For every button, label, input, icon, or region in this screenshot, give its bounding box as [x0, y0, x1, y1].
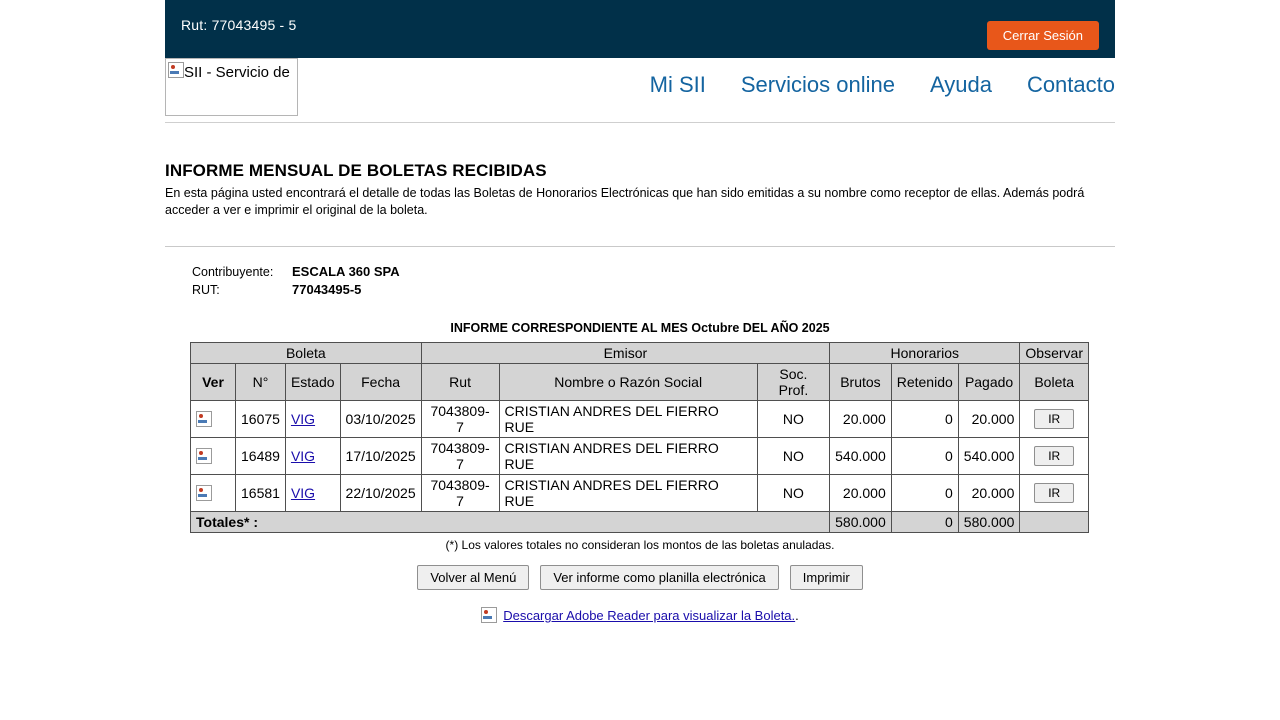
table-totals-row	[191, 512, 1089, 533]
table-footnote: (*) Los valores totales no consideran los montos de las boletas anuladas.	[445, 538, 835, 552]
page-intro-text: En esta página usted encontrará el detalle de todas las Boletas de Honorarios Electrónicas que han sido emitidas a su nombre como receptor de ellas. Además podrá acceder a ver e imprimir el original de la boleta.	[165, 186, 1085, 217]
row-view-icon-cell[interactable]	[191, 475, 236, 512]
print-button[interactable]: Imprimir	[790, 565, 863, 590]
main-content	[165, 123, 1115, 623]
row-pagado: 540.000	[958, 438, 1020, 475]
row-soc-prof: NO	[757, 438, 829, 475]
adobe-reader-section	[165, 607, 1115, 623]
row-ir-button[interactable]: IR	[1034, 409, 1074, 429]
column-header-ver: Ver	[191, 364, 236, 401]
row-brutos: 540.000	[830, 438, 892, 475]
row-retenido: 0	[891, 475, 958, 512]
taxpayer-rut-label: RUT:	[192, 283, 220, 297]
row-brutos: 20.000	[830, 401, 892, 438]
row-ir-button[interactable]: IR	[1034, 483, 1074, 503]
taxpayer-rut-row	[192, 281, 1115, 299]
row-soc-prof: NO	[757, 401, 829, 438]
row-retenido: 0	[891, 401, 958, 438]
nav-links	[650, 72, 1115, 98]
view-spreadsheet-button[interactable]: Ver informe como planilla electrónica	[540, 565, 778, 590]
table-header-row	[191, 364, 1089, 401]
top-bar	[165, 0, 1115, 58]
table-group-header-row	[191, 343, 1089, 364]
taxpayer-value: ESCALA 360 SPA	[292, 264, 400, 279]
taxpayer-rut-value: 77043495-5	[292, 282, 362, 297]
row-boleta-cell	[1020, 438, 1089, 475]
totals-label: Totales* :	[191, 512, 830, 533]
row-pagado: 20.000	[958, 475, 1020, 512]
taxpayer-row	[192, 263, 1115, 281]
row-numero: 16489	[236, 438, 286, 475]
adobe-reader-link[interactable]: Descargar Adobe Reader para visualizar la Boleta.	[503, 608, 796, 623]
table-row	[191, 475, 1089, 512]
sii-logo[interactable]	[165, 58, 298, 116]
row-boleta-cell	[1020, 401, 1089, 438]
table-row	[191, 438, 1089, 475]
adobe-trailing-text: .	[795, 608, 799, 623]
nav-item-servicios-online[interactable]: Servicios online	[740, 72, 895, 97]
group-header-boleta: Boleta	[191, 343, 422, 364]
group-header-observar: Observar	[1020, 343, 1089, 364]
document-image-icon	[196, 411, 212, 427]
action-buttons	[165, 565, 1115, 590]
row-ir-button[interactable]: IR	[1034, 446, 1074, 466]
totals-brutos: 580.000	[830, 512, 892, 533]
totals-pagado: 580.000	[958, 512, 1020, 533]
row-estado-link[interactable]: VIG	[290, 411, 316, 427]
table-row	[191, 401, 1089, 438]
boletas-table	[190, 342, 1089, 533]
totals-retenido: 0	[891, 512, 958, 533]
row-rut: 7043809-7	[421, 475, 499, 512]
row-estado-link[interactable]: VIG	[290, 485, 316, 501]
taxpayer-info	[165, 263, 1115, 299]
group-header-emisor: Emisor	[421, 343, 830, 364]
row-nombre: CRISTIAN ANDRES DEL FIERRO RUE	[499, 438, 757, 475]
sii-logo-alt-text: SII - Servicio de	[184, 64, 290, 81]
column-header-numero: N°	[236, 364, 286, 401]
row-estado-cell	[285, 475, 340, 512]
report-period-title: INFORME CORRESPONDIENTE AL MES Octubre DEL AÑO 2025	[450, 321, 830, 335]
row-numero: 16581	[236, 475, 286, 512]
column-header-estado: Estado	[285, 364, 340, 401]
page-wrapper	[165, 0, 1115, 623]
row-view-icon-cell[interactable]	[191, 438, 236, 475]
row-numero: 16075	[236, 401, 286, 438]
session-rut-label: Rut: 77043495 - 5	[181, 17, 297, 33]
column-header-boleta: Boleta	[1020, 364, 1089, 401]
row-rut: 7043809-7	[421, 438, 499, 475]
row-nombre: CRISTIAN ANDRES DEL FIERRO RUE	[499, 401, 757, 438]
back-to-menu-button[interactable]: Volver al Menú	[417, 565, 529, 590]
column-header-rut: Rut	[421, 364, 499, 401]
row-estado-link[interactable]: VIG	[290, 448, 316, 464]
row-rut: 7043809-7	[421, 401, 499, 438]
column-header-retenido: Retenido	[891, 364, 958, 401]
nav-item-mi-sii[interactable]: Mi SII	[649, 72, 706, 97]
main-navbar	[165, 58, 1115, 123]
group-header-honorarios: Honorarios	[830, 343, 1020, 364]
column-header-brutos: Brutos	[830, 364, 892, 401]
row-fecha: 17/10/2025	[340, 438, 421, 475]
row-fecha: 22/10/2025	[340, 475, 421, 512]
row-estado-cell	[285, 438, 340, 475]
adobe-reader-icon	[481, 607, 497, 623]
totals-empty-cell	[1020, 512, 1089, 533]
row-view-icon-cell[interactable]	[191, 401, 236, 438]
nav-item-ayuda[interactable]: Ayuda	[929, 72, 992, 97]
page-title: INFORME MENSUAL DE BOLETAS RECIBIDAS	[165, 161, 547, 180]
document-image-icon	[196, 485, 212, 501]
row-retenido: 0	[891, 438, 958, 475]
row-estado-cell	[285, 401, 340, 438]
row-brutos: 20.000	[830, 475, 892, 512]
row-boleta-cell	[1020, 475, 1089, 512]
taxpayer-label: Contribuyente:	[192, 265, 274, 279]
row-pagado: 20.000	[958, 401, 1020, 438]
logout-button[interactable]: Cerrar Sesión	[987, 21, 1099, 50]
row-nombre: CRISTIAN ANDRES DEL FIERRO RUE	[499, 475, 757, 512]
row-fecha: 03/10/2025	[340, 401, 421, 438]
nav-item-contacto[interactable]: Contacto	[1026, 72, 1115, 97]
broken-image-icon	[168, 62, 184, 78]
column-header-fecha: Fecha	[340, 364, 421, 401]
column-header-pagado: Pagado	[958, 364, 1020, 401]
column-header-soc-prof: Soc. Prof.	[757, 364, 829, 401]
column-header-nombre: Nombre o Razón Social	[499, 364, 757, 401]
row-soc-prof: NO	[757, 475, 829, 512]
document-image-icon	[196, 448, 212, 464]
divider	[165, 246, 1115, 247]
